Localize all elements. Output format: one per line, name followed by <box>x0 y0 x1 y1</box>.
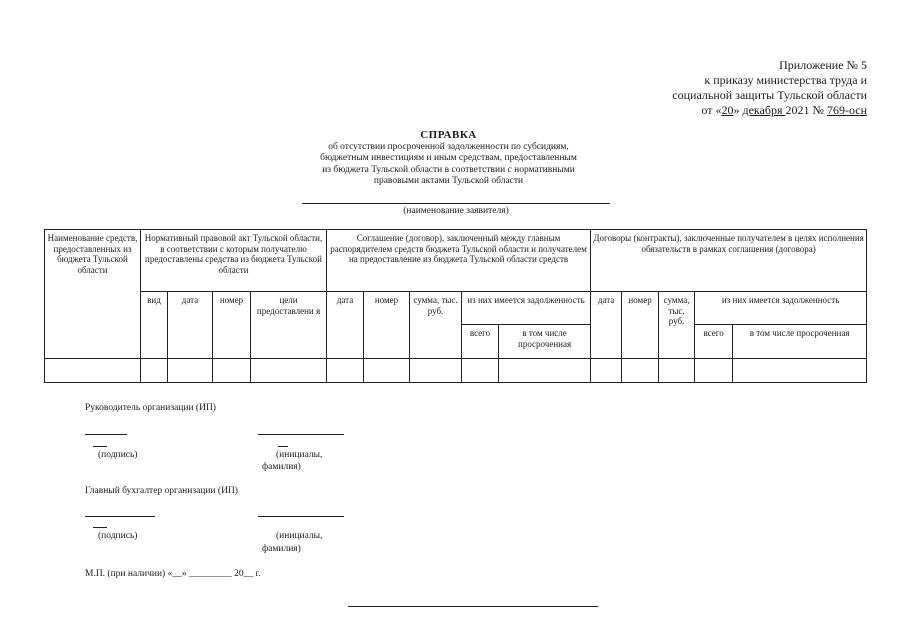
table-cell <box>733 359 867 383</box>
header-agr-overdue: в том числе просроченная <box>499 325 591 359</box>
accountant-initials-caption-1: (инициалы, <box>276 531 323 541</box>
header-con-sum: сумма, тыс. руб. <box>659 292 695 359</box>
header-agreement-group: Соглашение (договор), заключенный между главным распорядителем средств бюджета Тульской области и получателем на предоставление из бюджета Тульской области средств <box>327 230 591 292</box>
accountant-name-line <box>258 516 344 517</box>
header-npa-group: Нормативный правовой акт Тульской области, в соответствии с которым получателю предоставлены средства из бюджета Тульской области <box>141 230 327 292</box>
table-cell <box>499 359 591 383</box>
accountant-signature-tick <box>93 527 107 528</box>
table-cell <box>364 359 410 383</box>
stamp-date-line: М.П. (при наличии) «__» _________ 20__ г. <box>85 569 261 579</box>
date-day: 20 <box>721 103 734 117</box>
header-npa-number: номер <box>213 292 251 359</box>
head-name-line <box>258 434 344 435</box>
head-signature-line <box>85 434 127 435</box>
head-signature-tick <box>93 446 107 447</box>
head-initials-caption-2: фамилия) <box>262 462 301 472</box>
header-agr-number: номер <box>364 292 410 359</box>
table-cell <box>141 359 168 383</box>
debt-table <box>44 229 867 383</box>
document-title: СПРАВКА <box>420 129 477 141</box>
appendix-order-line: к приказу министерства труда и <box>704 73 867 87</box>
table-cell <box>251 359 327 383</box>
header-con-debt: из них имеется задолженность <box>695 292 867 325</box>
header-con-total: всего <box>695 325 733 359</box>
bottom-divider <box>348 606 598 607</box>
header-agr-debt: из них имеется задолженность <box>462 292 591 325</box>
header-npa-date: дата <box>168 292 213 359</box>
head-signature-caption: (подпись) <box>98 450 138 460</box>
table-cell <box>622 359 659 383</box>
header-agr-date: дата <box>327 292 364 359</box>
table-cell <box>327 359 364 383</box>
accountant-signature-caption: (подпись) <box>98 531 138 541</box>
table-cell <box>213 359 251 383</box>
date-prefix: от « <box>701 103 722 117</box>
header-con-overdue: в том числе просроченная <box>733 325 867 359</box>
table-cell <box>591 359 622 383</box>
document-title-block <box>0 130 897 188</box>
table-cell <box>410 359 462 383</box>
header-agr-sum: сумма, тыс. руб. <box>410 292 462 359</box>
appendix-number: Приложение № 5 <box>779 58 867 72</box>
header-contracts-group: Договоры (контракты), заключенные получателем в целях исполнения обязательств в рамках соглашения (договора) <box>591 230 867 292</box>
applicant-caption: (наименование заявителя) <box>403 206 509 216</box>
appendix-ministry-line: социальной защиты Тульской области <box>672 88 867 102</box>
head-label: Руководитель организации (ИП) <box>85 403 216 413</box>
date-month: декабря <box>742 103 786 117</box>
header-npa-kind: вид <box>141 292 168 359</box>
applicant-underline <box>302 203 610 204</box>
title-line-1: об отсутствии просроченной задолженности по субсидиям, <box>328 141 569 152</box>
title-line-2: бюджетным инвестициям и иным средствам, предоставленным <box>320 153 577 163</box>
header-agr-total: всего <box>462 325 499 359</box>
accountant-label: Главный бухгалтер организации (ИП) <box>85 486 238 496</box>
head-name-tick <box>278 446 288 447</box>
header-con-date: дата <box>591 292 622 359</box>
head-initials-caption-1: (инициалы, <box>276 450 323 460</box>
title-line-3: из бюджета Тульской области в соответствии с нормативными <box>322 164 575 175</box>
appendix-date-line <box>672 103 867 118</box>
appendix-header <box>672 58 867 118</box>
table-cell <box>659 359 695 383</box>
table-row <box>45 359 867 383</box>
header-funds-name: Наименование средств, предоставленных из бюджета Тульской области <box>45 230 141 359</box>
date-year: 2021 № <box>785 103 827 117</box>
header-con-number: номер <box>622 292 659 359</box>
table-cell <box>168 359 213 383</box>
header-npa-goals: цели предоставлени я <box>251 292 327 359</box>
table-cell <box>695 359 733 383</box>
order-number: 769-осн <box>826 103 867 117</box>
date-mid: » <box>733 103 743 117</box>
table-cell <box>462 359 499 383</box>
title-line-4: правовыми актами Тульской области <box>373 176 524 186</box>
table-cell <box>45 359 141 383</box>
accountant-initials-caption-2: фамилия) <box>262 544 301 554</box>
accountant-signature-line <box>85 516 155 517</box>
